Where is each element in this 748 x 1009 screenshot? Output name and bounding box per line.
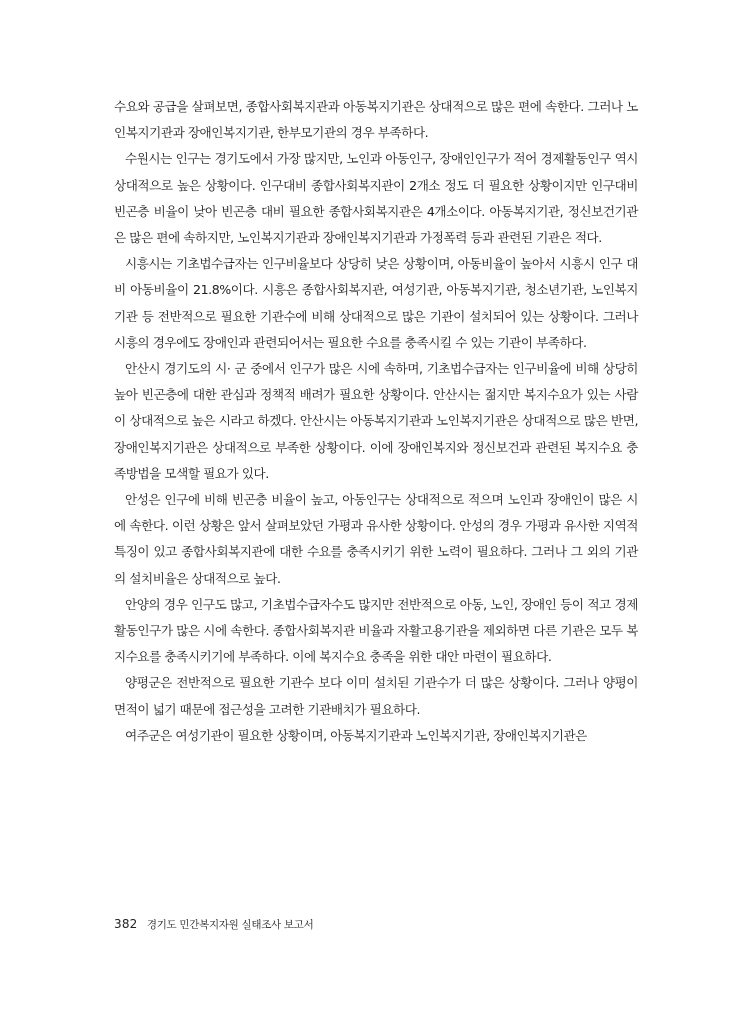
page-footer [114, 917, 313, 932]
paragraph-siheung: 시흥시는 기초법수급자는 인구비율보다 상당히 낮은 상황이며, 아동비율이 높아서 시흥시 인구 대비 아동비율이 21.8%이다. 시흥은 종합사회복지관, 여성기관, 아동복지기관, 청소년기관, 노인복지기관 등 전반적으로 필요한 기관수에 비해 상대적으로 많은 기관이 설치되어 있는 상황이다. 그러나 시흥의 경우에도 장애인과 관련되어서는 필요한 수요를 충족시킬 수 있는 기관이 부족하다. [114, 256, 638, 350]
paragraph-anseong: 안성은 인구에 비해 빈곤층 비율이 높고, 아동인구는 상대적으로 적으며 노인과 장애인이 많은 시에 속한다. 이런 상황은 앞서 살펴보았던 가평과 유사한 상황이다. 안성의 경우 가평과 유사한 지역적 특징이 있고 종합사회복지관에 대한 수요를 충족시키기 위한 노력이 필요하다. 그러나 그 외의 기관의 설치비율은 상대적으로 높다. [114, 492, 638, 586]
body-text [114, 94, 638, 749]
paragraph-anyang: 안양의 경우 인구도 많고, 기초법수급자수도 많지만 전반적으로 아동, 노인, 장애인 등이 적고 경제활동인구가 많은 시에 속한다. 종합사회복지관 비율과 자활고용기관을 제외하면 다른 기관은 모두 복지수요를 충족시키기에 부족하다. 이에 복지수요 충족을 위한 대안 마련이 필요하다. [114, 596, 638, 665]
paragraph-yeoju: 여주군은 여성기관이 필요한 상황이며, 아동복지기관과 노인복지기관, 장애인복지기관은 [125, 727, 587, 743]
paragraph-suwon: 수원시는 인구는 경기도에서 가장 많지만, 노인과 아동인구, 장애인인구가 적어 경제활동인구 역시 상대적으로 높은 상황이다. 인구대비 종합사회복지관이 2개소 정도 더 필요한 상황이지만 인구대비 빈곤층 비율이 낮아 빈곤층 대비 필요한 종합사회복지관은 4개소이다. 아동복지기관, 정신보건기관은 많은 편에 속하지만, 노인복지기관과 장애인복지기관과 가정폭력 등과 관련된 기관은 적다. [114, 151, 638, 246]
page-number: 382 [114, 917, 138, 931]
paragraph-intro-supply-demand: 수요와 공급을 살펴보면, 종합사회복지관과 아동복지기관은 상대적으로 많은 편에 속한다. 그러나 노인복지기관과 장애인복지기관, 한부모기관의 경우 부족하다. [114, 99, 638, 141]
paragraph-ansan: 안산시 경기도의 시· 군 중에서 인구가 많은 시에 속하며, 기초법수급자는 인구비율에 비해 상당히 높아 빈곤층에 대한 관심과 정책적 배려가 필요한 상황이다. 안산시는 젊지만 복지수요가 있는 사람이 상대적으로 높은 시라고 하겠다. 안산시는 아동복지기관과 노인복지기관은 상대적으로 많은 반면, 장애인복지기관은 상대적으로 부족한 상황이다. 이에 장애인복지와 정신보건과 관련된 복지수요 충족방법을 모색할 필요가 있다. [114, 361, 638, 481]
paragraph-yangpyeong: 양평군은 전반적으로 필요한 기관수 보다 이미 설치된 기관수가 더 많은 상황이다. 그러나 양평이 면적이 넓기 때문에 접근성을 고려한 기관배치가 필요하다. [114, 675, 638, 717]
report-title: 경기도 민간복지자원 실태조사 보고서 [146, 919, 314, 931]
